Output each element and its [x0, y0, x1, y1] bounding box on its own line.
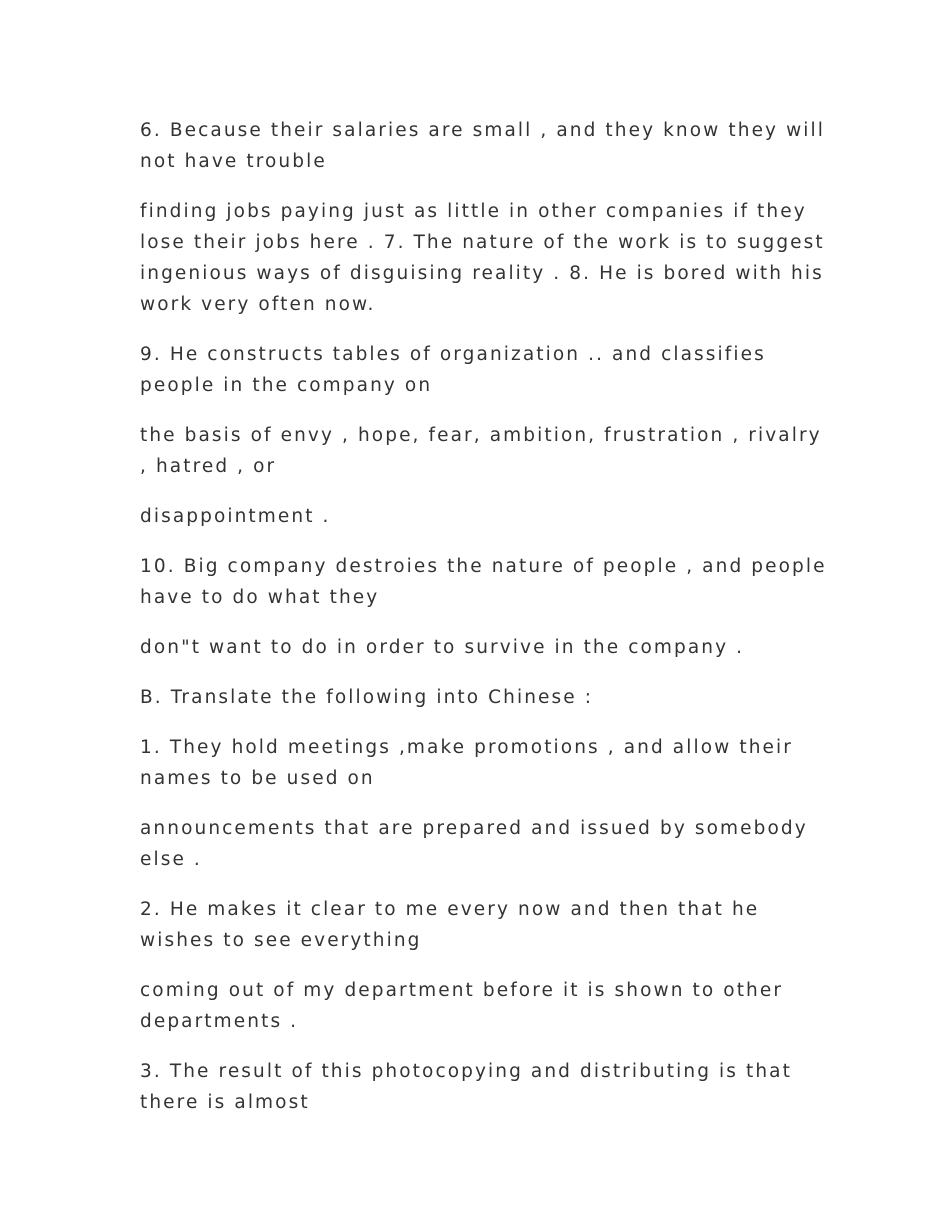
translation-item-2-continued: coming out of my department before it is shown to other departments .	[140, 980, 784, 1032]
section-b-heading: B. Translate the following into Chinese :	[140, 687, 594, 708]
paragraph-10-answer: 10. Big company destroies the nature of people , and people have to do what they	[140, 556, 827, 608]
paragraph-9-continued: the basis of envy , hope, fear, ambition, frustration , rivalry , hatred , or	[140, 425, 822, 477]
translation-item-3: 3. The result of this photocopying and distributing is that there is almost	[140, 1061, 792, 1113]
translation-item-1: 1. They hold meetings ,make promotions , and allow their names to be used on	[140, 737, 793, 789]
translation-item-2: 2. He makes it clear to me every now and then that he wishes to see everything	[140, 899, 760, 951]
translation-item-1-continued: announcements that are prepared and issued by somebody else .	[140, 818, 808, 870]
document-body	[140, 115, 830, 1137]
paragraph-6-7-8-answers: finding jobs paying just as little in other companies if they lose their jobs here . 7. The nature of the work is to suggest ingenious ways of disguising reality . 8. He is bored with his work very often now.	[140, 201, 825, 315]
paragraph-9-answer: 9. He constructs tables of organization .. and classifies people in the company on	[140, 344, 766, 396]
paragraph-9-end: disappointment .	[140, 506, 331, 527]
paragraph-6-answer: 6. Because their salaries are small , and they know they will not have trouble	[140, 120, 826, 172]
paragraph-10-continued: don"t want to do in order to survive in the company .	[140, 637, 745, 658]
